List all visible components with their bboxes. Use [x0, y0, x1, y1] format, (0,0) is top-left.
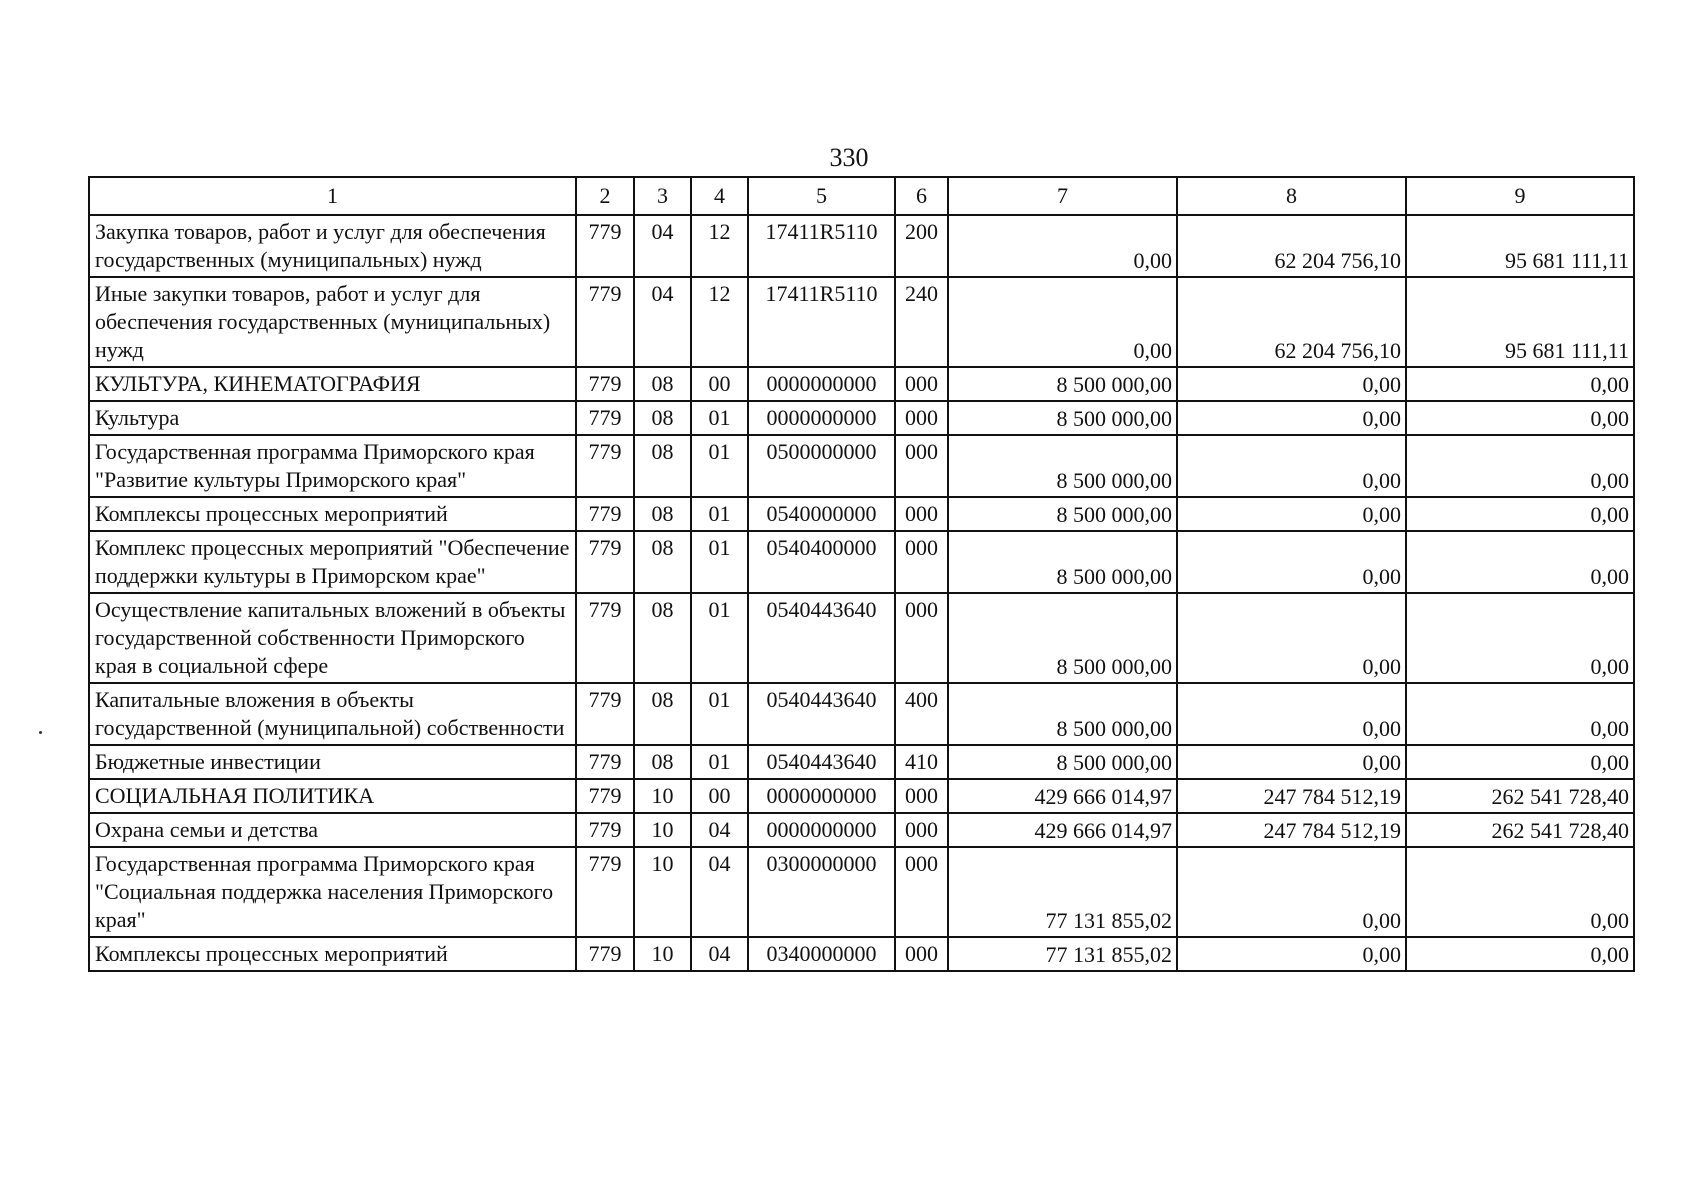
- amount-cell: 0,00: [1177, 683, 1406, 745]
- code-cell: 01: [691, 497, 748, 531]
- amount-cell: 0,00: [1177, 435, 1406, 497]
- code-cell: 10: [634, 937, 691, 971]
- code-cell: 04: [634, 277, 691, 367]
- amount-cell: 262 541 728,40: [1406, 779, 1634, 813]
- code-cell: 12: [691, 277, 748, 367]
- item-name: Государственная программа Приморского края "Социальная поддержка населения Приморского края": [89, 847, 576, 937]
- code-cell: 240: [895, 277, 948, 367]
- amount-cell: 429 666 014,97: [948, 779, 1177, 813]
- table-row: [89, 531, 1634, 593]
- column-header: 7: [948, 177, 1177, 215]
- code-cell: 0540400000: [748, 531, 895, 593]
- amount-cell: 77 131 855,02: [948, 937, 1177, 971]
- scan-speck: [39, 731, 42, 734]
- code-cell: 08: [634, 745, 691, 779]
- item-name: Культура: [89, 401, 576, 435]
- code-cell: 000: [895, 497, 948, 531]
- amount-cell: 62 204 756,10: [1177, 277, 1406, 367]
- code-cell: 08: [634, 683, 691, 745]
- item-name: СОЦИАЛЬНАЯ ПОЛИТИКА: [89, 779, 576, 813]
- budget-table: [88, 176, 1635, 972]
- amount-cell: 8 500 000,00: [948, 683, 1177, 745]
- item-name: Комплексы процессных мероприятий: [89, 497, 576, 531]
- code-cell: 08: [634, 435, 691, 497]
- amount-cell: 95 681 111,11: [1406, 277, 1634, 367]
- column-header: 4: [691, 177, 748, 215]
- table-row: [89, 813, 1634, 847]
- code-cell: 779: [576, 531, 634, 593]
- item-name: Закупка товаров, работ и услуг для обеспечения государственных (муниципальных) нужд: [89, 215, 576, 277]
- code-cell: 0000000000: [748, 367, 895, 401]
- item-name: Комплекс процессных мероприятий "Обеспечение поддержки культуры в Приморском крае": [89, 531, 576, 593]
- code-cell: 08: [634, 367, 691, 401]
- amount-cell: 0,00: [1177, 367, 1406, 401]
- code-cell: 08: [634, 401, 691, 435]
- code-cell: 0540443640: [748, 683, 895, 745]
- page-number: 330: [829, 143, 869, 172]
- amount-cell: 0,00: [1406, 683, 1634, 745]
- code-cell: 10: [634, 847, 691, 937]
- table-row: [89, 683, 1634, 745]
- code-cell: 00: [691, 367, 748, 401]
- amount-cell: 0,00: [1406, 435, 1634, 497]
- code-cell: 000: [895, 593, 948, 683]
- code-cell: 0540000000: [748, 497, 895, 531]
- amount-cell: 8 500 000,00: [948, 401, 1177, 435]
- amount-cell: 8 500 000,00: [948, 497, 1177, 531]
- header-row: [89, 177, 1634, 215]
- amount-cell: 0,00: [1406, 497, 1634, 531]
- code-cell: 200: [895, 215, 948, 277]
- code-cell: 000: [895, 847, 948, 937]
- amount-cell: 62 204 756,10: [1177, 215, 1406, 277]
- code-cell: 08: [634, 593, 691, 683]
- table-row: [89, 779, 1634, 813]
- column-header: 1: [89, 177, 576, 215]
- item-name: Иные закупки товаров, работ и услуг для обеспечения государственных (муниципальных) нужд: [89, 277, 576, 367]
- table-row: [89, 593, 1634, 683]
- item-name: Осуществление капитальных вложений в объекты государственной собственности Приморского края в социальной сфере: [89, 593, 576, 683]
- code-cell: 01: [691, 593, 748, 683]
- amount-cell: 8 500 000,00: [948, 593, 1177, 683]
- column-header: 5: [748, 177, 895, 215]
- code-cell: 10: [634, 779, 691, 813]
- table-row: [89, 497, 1634, 531]
- code-cell: 779: [576, 847, 634, 937]
- amount-cell: 0,00: [1406, 593, 1634, 683]
- code-cell: 779: [576, 813, 634, 847]
- column-header: 8: [1177, 177, 1406, 215]
- amount-cell: 95 681 111,11: [1406, 215, 1634, 277]
- code-cell: 0340000000: [748, 937, 895, 971]
- amount-cell: 8 500 000,00: [948, 435, 1177, 497]
- amount-cell: 8 500 000,00: [948, 531, 1177, 593]
- code-cell: 12: [691, 215, 748, 277]
- code-cell: 000: [895, 937, 948, 971]
- amount-cell: 0,00: [1177, 593, 1406, 683]
- code-cell: 17411R5110: [748, 215, 895, 277]
- item-name: Бюджетные инвестиции: [89, 745, 576, 779]
- table-row: [89, 367, 1634, 401]
- item-name: Охрана семьи и детства: [89, 813, 576, 847]
- code-cell: 779: [576, 215, 634, 277]
- code-cell: 01: [691, 683, 748, 745]
- amount-cell: 429 666 014,97: [948, 813, 1177, 847]
- amount-cell: 77 131 855,02: [948, 847, 1177, 937]
- code-cell: 400: [895, 683, 948, 745]
- amount-cell: 0,00: [1406, 401, 1634, 435]
- amount-cell: 8 500 000,00: [948, 367, 1177, 401]
- code-cell: 000: [895, 531, 948, 593]
- amount-cell: 0,00: [1406, 847, 1634, 937]
- amount-cell: 0,00: [1177, 497, 1406, 531]
- code-cell: 00: [691, 779, 748, 813]
- code-cell: 779: [576, 593, 634, 683]
- code-cell: 0000000000: [748, 813, 895, 847]
- amount-cell: 0,00: [948, 277, 1177, 367]
- code-cell: 779: [576, 779, 634, 813]
- amount-cell: 262 541 728,40: [1406, 813, 1634, 847]
- table-row: [89, 847, 1634, 937]
- item-name: Государственная программа Приморского края "Развитие культуры Приморского края": [89, 435, 576, 497]
- amount-cell: 247 784 512,19: [1177, 813, 1406, 847]
- amount-cell: 0,00: [1406, 937, 1634, 971]
- code-cell: 000: [895, 401, 948, 435]
- code-cell: 000: [895, 813, 948, 847]
- code-cell: 779: [576, 401, 634, 435]
- column-header: 3: [634, 177, 691, 215]
- table-row: [89, 277, 1634, 367]
- code-cell: 000: [895, 779, 948, 813]
- column-header: 2: [576, 177, 634, 215]
- code-cell: 000: [895, 367, 948, 401]
- code-cell: 04: [634, 215, 691, 277]
- code-cell: 0540443640: [748, 593, 895, 683]
- code-cell: 779: [576, 497, 634, 531]
- amount-cell: 0,00: [1177, 937, 1406, 971]
- code-cell: 01: [691, 435, 748, 497]
- code-cell: 779: [576, 367, 634, 401]
- column-header: 9: [1406, 177, 1634, 215]
- code-cell: 01: [691, 401, 748, 435]
- code-cell: 08: [634, 497, 691, 531]
- code-cell: 0500000000: [748, 435, 895, 497]
- amount-cell: 0,00: [1177, 401, 1406, 435]
- table-row: [89, 401, 1634, 435]
- column-header: 6: [895, 177, 948, 215]
- table-body: [89, 215, 1634, 971]
- code-cell: 04: [691, 937, 748, 971]
- table-row: [89, 435, 1634, 497]
- amount-cell: 0,00: [1177, 847, 1406, 937]
- code-cell: 0000000000: [748, 779, 895, 813]
- amount-cell: 0,00: [1406, 367, 1634, 401]
- code-cell: 779: [576, 435, 634, 497]
- amount-cell: 8 500 000,00: [948, 745, 1177, 779]
- item-name: Капитальные вложения в объекты государственной (муниципальной) собственности: [89, 683, 576, 745]
- code-cell: 779: [576, 937, 634, 971]
- code-cell: 779: [576, 745, 634, 779]
- code-cell: 410: [895, 745, 948, 779]
- table-row: [89, 745, 1634, 779]
- code-cell: 04: [691, 813, 748, 847]
- item-name: Комплексы процессных мероприятий: [89, 937, 576, 971]
- code-cell: 0000000000: [748, 401, 895, 435]
- code-cell: 01: [691, 531, 748, 593]
- code-cell: 10: [634, 813, 691, 847]
- amount-cell: 0,00: [1177, 531, 1406, 593]
- code-cell: 779: [576, 277, 634, 367]
- item-name: КУЛЬТУРА, КИНЕМАТОГРАФИЯ: [89, 367, 576, 401]
- amount-cell: 247 784 512,19: [1177, 779, 1406, 813]
- code-cell: 17411R5110: [748, 277, 895, 367]
- code-cell: 000: [895, 435, 948, 497]
- code-cell: 04: [691, 847, 748, 937]
- amount-cell: 0,00: [948, 215, 1177, 277]
- code-cell: 01: [691, 745, 748, 779]
- amount-cell: 0,00: [1406, 531, 1634, 593]
- code-cell: 0540443640: [748, 745, 895, 779]
- amount-cell: 0,00: [1406, 745, 1634, 779]
- code-cell: 779: [576, 683, 634, 745]
- amount-cell: 0,00: [1177, 745, 1406, 779]
- table-row: [89, 215, 1634, 277]
- code-cell: 0300000000: [748, 847, 895, 937]
- table-row: [89, 937, 1634, 971]
- code-cell: 08: [634, 531, 691, 593]
